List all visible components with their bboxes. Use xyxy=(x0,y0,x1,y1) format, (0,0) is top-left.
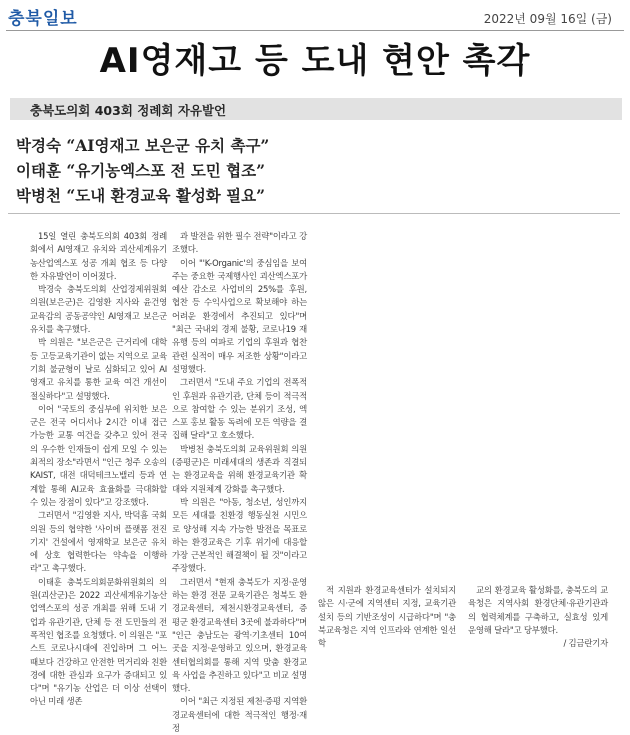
article-column-1 xyxy=(30,230,167,709)
subhead-3: 박병천 “도내 환경교육 활성화 필요” xyxy=(16,186,266,205)
paragraph: 그러면서 "김영환 지사, 박덕흠 국회의원 등의 협약한 '사이버 플랫폼 전진기지' 건설에서 영재학교 보은군 유치에 상호 협력한다는 약속을 이행하라"고 촉구했다. xyxy=(30,510,167,574)
byline: / 김금란기자 xyxy=(563,638,608,649)
paragraph: 이어 "'K-Organic'의 중심임을 보여주는 중요한 국제행사인 괴산엑스포가 예산 감소로 사업비의 25%를 후원, 협찬 등 수익사업으로 확보해야 하는 어려운 환경에서 추진되고 있다"며 "최근 국내외 경제 불황, 코로나19 재유행 등의 여파로 기업의 후원과 협찬 관련 실적이 매우 저조한 상황"이라고 설명했다. xyxy=(172,257,307,374)
paragraph: 그러면서 "도내 주요 기업의 전폭적인 후원과 유관기관, 단체 등이 적극적으로 참여할 수 있는 분위기 조성, 엑스포 홍보 활동 독려에 모든 역량을 결집해 달라"고 호소했다. xyxy=(172,377,307,441)
paragraph: 과 발전을 위한 필수 전략"이라고 강조했다. xyxy=(172,231,307,255)
paragraph: 박경숙 충북도의회 산업경제위원회 의원(보은군)은 김영환 지사와 윤건영 교육감의 공동공약인 AI영재고 보은군 유치를 촉구했다. xyxy=(30,284,167,335)
header-rule xyxy=(6,30,624,31)
publication-date: 2022년 09월 16일 (금) xyxy=(483,12,612,26)
paragraph: 박 의원은 "보은군은 근거리에 대학 등 고등교육기관이 없는 지역으로 교육기회 불균형이 날로 심화되고 있어 AI영재고 유치를 통한 교육 여건 개선이 절실하다"고 설명했다. xyxy=(30,337,167,401)
article-column-2 xyxy=(172,230,307,735)
subhead-2: 이태훈 “유기농엑스포 전 도민 협조” xyxy=(16,161,266,180)
section-bar xyxy=(10,98,622,120)
article-headline: AI영재고 등 도내 현안 촉각 xyxy=(99,41,531,81)
subhead-1: 박경숙 “AI영재고 보은군 유치 촉구” xyxy=(16,136,270,155)
paragraph: 적 지원과 환경교육센터가 설치되지 않은 시·군에 지역센터 지정, 교육기관 설치 등의 기반조성이 시급하다"며 "충북교육청은 지역 인프라와 연계한 일선 학 xyxy=(318,585,456,649)
paragraph: 15일 열린 충북도의회 403회 정례회에서 AI영재고 유치와 괴산세계유기농산업엑스포 성공 개최 협조 등 다양한 자유발언이 이어졌다. xyxy=(30,231,167,281)
body-rule xyxy=(8,213,620,214)
paragraph: 교의 환경교육 활성화를, 충북도의 교육청은 지역사회 환경단체·유관기관과의 협력체계를 구축하고, 실효성 있게 운영해 달라"고 당부했다. xyxy=(468,585,608,635)
section-label: 충북도의회 403회 정례회 자유발언 xyxy=(30,103,227,118)
article-column-3 xyxy=(318,584,456,650)
paragraph: 그러면서 "현재 충북도가 지정·운영하는 환경 전문 교육기관은 청북도 환경교육센터, 제천시환경교육센터, 증평군 환경교육센터 3곳에 불과하다"며 "인근 충남도는 광역·기초센터 10여 곳을 지정·운영하고 있으며, 환경교육센터협의회를 통해 지역 맞춤 환경교육 사업을 추진하고 있다"고 비교 설명했다. xyxy=(172,576,307,694)
paragraph: 박병천 충북도의회 교육위원회 의원(증평군)은 미래세대의 생존과 직결되는 환경교육을 위해 환경교육기관 확대와 지원체계 강화를 촉구했다. xyxy=(172,443,307,494)
paragraph: 이태훈 충북도의회문화위원회의 의원(괴산군)은 2022 괴산세계유기농산업엑스포의 성공 개최를 위해 도내 기업과 유관기관, 단체 등 전 도민들의 전폭적인 협조를 요청했다. 이 의원은 "포스트 코로나시대에 진입하며 그 어느 때보다 건강하고 안전한 먹거리와 친환경에 대한 관심과 요구가 증대되고 있다"며 "유기농 산업은 더 이상 선택이 아닌 미래 생존 xyxy=(30,576,167,707)
masthead-logo: 충북일보 xyxy=(8,9,78,29)
paragraph: 이어 "국토의 중심부에 위치한 보은군은 전국 어디서나 2시간 이내 접근 가능한 교통 여건을 갖추고 있어 전국의 우수한 인재들이 쉽게 모일 수 있는 최적의 장소"라면서 "인근 청주 오송의 KAIST, 대전 대덕테크노밸리 등과 연계할 통해 AI교육 효율화를 극대화할 수 있는 장점이 있다"고 강조했다. xyxy=(30,403,167,507)
article-column-4 xyxy=(468,584,608,650)
paragraph: 이어 "최근 지정된 제천·증평 지역환경교육센터에 대한 적극적인 행정·재정 xyxy=(172,696,307,733)
paragraph: 박 의원은 "아동, 청소년, 성인까지 모든 세대를 친환경 행동실천 시민으로 양성해 지속 가능한 발전을 목표로 하는 환경교육은 기후 위기에 대응할 가장 근본적인 해결책이 될 것"이라고 주장했다. xyxy=(172,496,307,574)
